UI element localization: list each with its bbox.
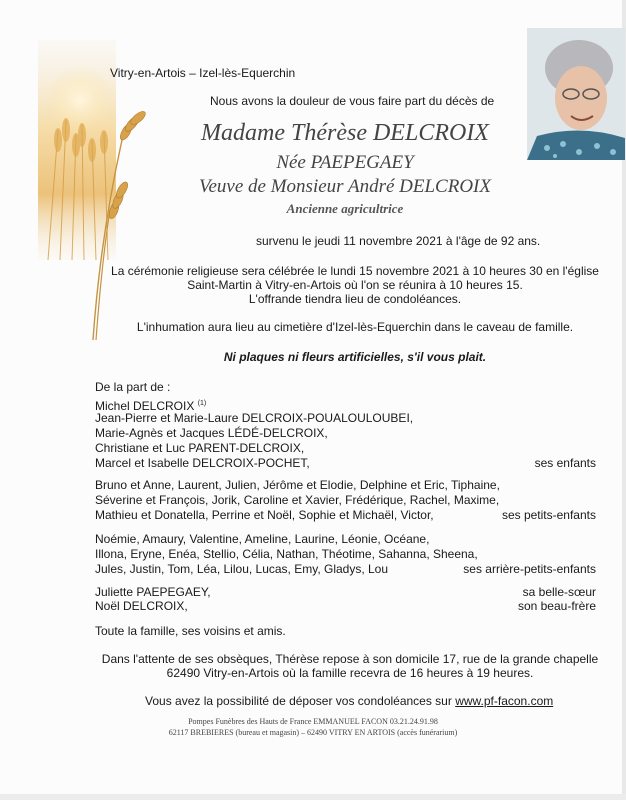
- ceremony-line-2: Saint-Martin à Vitry-en-Artois où l'on se réunira à 10 heures 15.: [187, 278, 523, 292]
- no-flowers-line: Ni plaques ni fleurs artificielles, s'il vous plait.: [223, 350, 487, 364]
- profession: Ancienne agricultrice: [286, 201, 404, 216]
- child-line: Christiane et Luc PARENT-DELCROIX,: [95, 441, 305, 455]
- from-label: De la part de :: [95, 380, 171, 394]
- closing-line: Toute la famille, ses voisins et amis.: [95, 624, 286, 638]
- great-grandchildren-label: ses arrière-petits-enfants: [463, 562, 596, 576]
- child-line: Marie-Agnès et Jacques LÉDÉ-DELCROIX,: [95, 426, 328, 440]
- great-grandchild-line: Jules, Justin, Tom, Léa, Lilou, Lucas, Emy, Gladys, Lou: [95, 562, 389, 576]
- grandchildren-label: ses petits-enfants: [501, 508, 596, 522]
- in-law-label: sa belle-sœur: [522, 585, 596, 599]
- death-date-line: survenu le jeudi 11 novembre 2021 à l'âge de 92 ans.: [256, 234, 541, 248]
- condolences-line: [145, 694, 553, 708]
- grandchild-line: Bruno et Anne, Laurent, Julien, Jérôme et Elodie, Delphine et Eric, Tiphaine,: [95, 478, 500, 492]
- condolences-link[interactable]: www.pf-facon.com: [455, 694, 554, 708]
- in-law-name: Noël DELCROIX,: [95, 599, 188, 613]
- ceremony-line-3: L'offrande tiendra lieu de condoléances.: [248, 292, 462, 306]
- great-grandchild-line: Noémie, Amaury, Valentine, Ameline, Laurine, Léonie, Océane,: [95, 532, 430, 546]
- child-line: Jean-Pierre et Marie-Laure DELCROIX-POUALOULOUBEI,: [95, 411, 414, 425]
- child-michel-name: Michel DELCROIX: [95, 399, 195, 413]
- child-michel-note: (1): [197, 400, 207, 407]
- burial-line: L'inhumation aura lieu au cimetière d'Izel-lès-Equerchin dans le caveau de famille.: [136, 320, 574, 334]
- children-label: ses enfants: [534, 456, 596, 470]
- widow-of: Veuve de Monsieur André DELCROIX: [199, 176, 491, 197]
- in-law-label: son beau-frère: [517, 599, 596, 613]
- footer-line-2: 62117 BREBIERES (bureau et magasin) – 62490 VITRY EN ARTOIS (accès funérarium): [168, 728, 458, 737]
- intro-line: Nous avons la douleur de vous faire part du décès de: [210, 94, 495, 108]
- child-line: Marcel et Isabelle DELCROIX-POCHET,: [95, 456, 310, 470]
- grandchild-line: Séverine et François, Jorik, Caroline et Xavier, Frédérique, Rachel, Maxime,: [95, 493, 500, 507]
- condolences-text: Vous avez la possibilité de déposer vos condoléances sur: [145, 694, 452, 708]
- deceased-name: Madame Thérèse DELCROIX: [201, 120, 489, 146]
- rest-line-1: Dans l'attente de ses obsèques, Thérèse repose à son domicile 17, rue de la grande chapelle: [101, 652, 599, 666]
- grandchild-line: Mathieu et Donatella, Perrine et Noël, Sophie et Michaël, Victor,: [95, 508, 434, 522]
- maiden-name: Née PAEPEGAEY: [276, 152, 414, 173]
- portrait-photo: [527, 28, 625, 160]
- ceremony-line-1: La cérémonie religieuse sera célébrée le lundi 15 novembre 2021 à 10 heures 30 en l'église: [111, 264, 599, 278]
- bottom-border: [0, 794, 626, 800]
- rest-line-2: 62490 Vitry-en-Artois où la famille recevra de 16 heures à 19 heures.: [166, 666, 534, 680]
- location-line: Vitry-en-Artois – Izel-lès-Equerchin: [110, 66, 296, 80]
- in-law-name: Juliette PAEPEGAEY,: [95, 585, 211, 599]
- footer-line-1: Pompes Funèbres des Hauts de France EMMANUEL FACON 03.21.24.91.98: [188, 717, 438, 726]
- great-grandchild-line: Illona, Eryne, Enéa, Stellio, Célia, Nathan, Théotime, Sahanna, Sheena,: [95, 547, 478, 561]
